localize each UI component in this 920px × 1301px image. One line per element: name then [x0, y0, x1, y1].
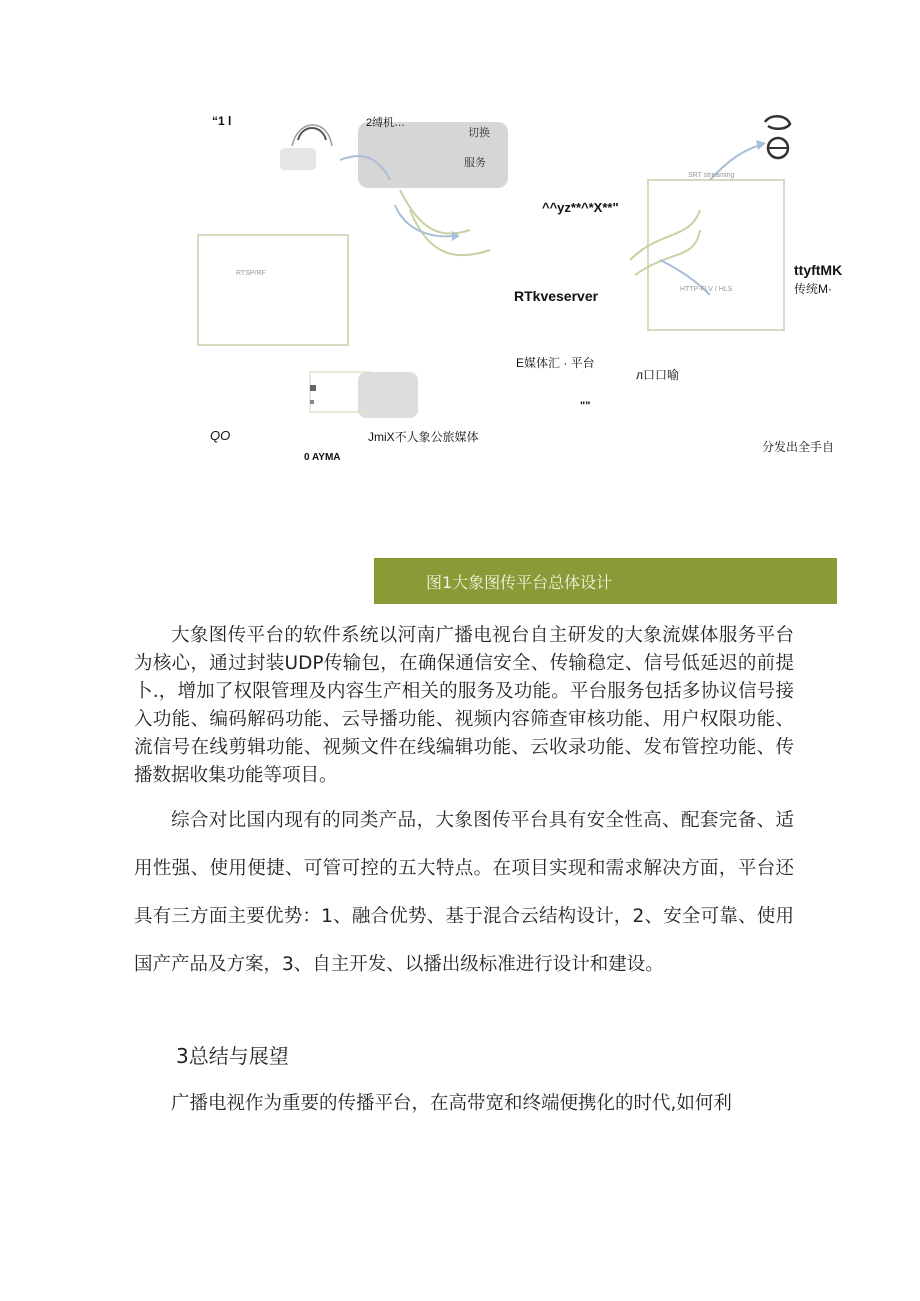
label-service: 服务: [464, 157, 486, 169]
mark: [310, 400, 314, 404]
label-distribute: 分发出全手自: [762, 440, 835, 454]
label-bottom-left: 0 AYMA: [304, 452, 341, 460]
figure-caption: [374, 558, 837, 604]
label-symbols: ^^yz**^*X**": [542, 200, 619, 215]
label-jmix: JmiX不人象公旅媒体: [368, 430, 479, 444]
label-right-sub: 传统M·: [794, 282, 832, 296]
label-media-hub: E媒体汇 · 平台: [516, 356, 595, 370]
figure-caption-text: 图1大象图传平台总体设计: [426, 572, 613, 592]
label-top-mid: 2缚机…: [366, 117, 406, 129]
blurred-box-bottom: [358, 372, 418, 418]
arrow-2: [395, 205, 452, 236]
label-rtsp: RTSP/RF: [236, 270, 266, 277]
signal-icon-top: [765, 116, 790, 129]
paragraph-1: 大象图传平台的软件系统以河南广播电视台自主研发的大象流媒体服务平台为核心，通过封装UDP传输包，在确保通信安全、传输稳定、信号低延迟的前提卜.，增加了权限管理及内容生产相关的服务及功能。平台服务包括多协议信号接入功能、编码解码功能、云导播功能、视频内容筛查审核功能、用户权限功能、流信号在线剪辑功能、视频文件在线编辑功能、云收录功能、发布管控功能、传播数据收集功能等项目。: [134, 625, 794, 786]
label-qo: QO: [210, 428, 231, 443]
paragraph-2: 综合对比国内现有的同类产品，大象图传平台具有安全性高、配套完备、适用性强、使用便捷、可管可控的五大特点。在项目实现和需求解决方面，平台还具有三方面主要优势：1、融合优势、基于混合云结构设计，2、安全可靠、使用国产产品及方案，3、自主开发、以播出级标准进行设计和建设。: [134, 810, 794, 975]
curve-3: [630, 210, 700, 260]
architecture-diagram: [190, 110, 850, 470]
rtsp-box: [198, 235, 348, 345]
label-quote: "": [580, 400, 591, 412]
label-top-left: “1 l: [212, 114, 232, 128]
label-srt-streaming: SRT streaming: [688, 172, 735, 179]
blurred-small: [280, 148, 316, 170]
paragraph-3: 广播电视作为重要的传播平台，在高带宽和终端便携化的时代,如何利: [171, 1093, 732, 1114]
section-heading: 3总结与展望: [176, 1044, 289, 1068]
label-mouth: л口口喻: [636, 368, 680, 382]
device-icon: [298, 128, 326, 140]
label-rtkve-server: RTkveserver: [514, 288, 599, 304]
label-http-flv: HTTP-FLV / HLS: [680, 286, 733, 293]
label-switch: 切换: [468, 127, 490, 139]
arrow-3-head: [756, 140, 766, 150]
label-right-top: ttyftMK: [794, 262, 843, 278]
mark: [310, 385, 316, 391]
right-box: [648, 180, 784, 330]
